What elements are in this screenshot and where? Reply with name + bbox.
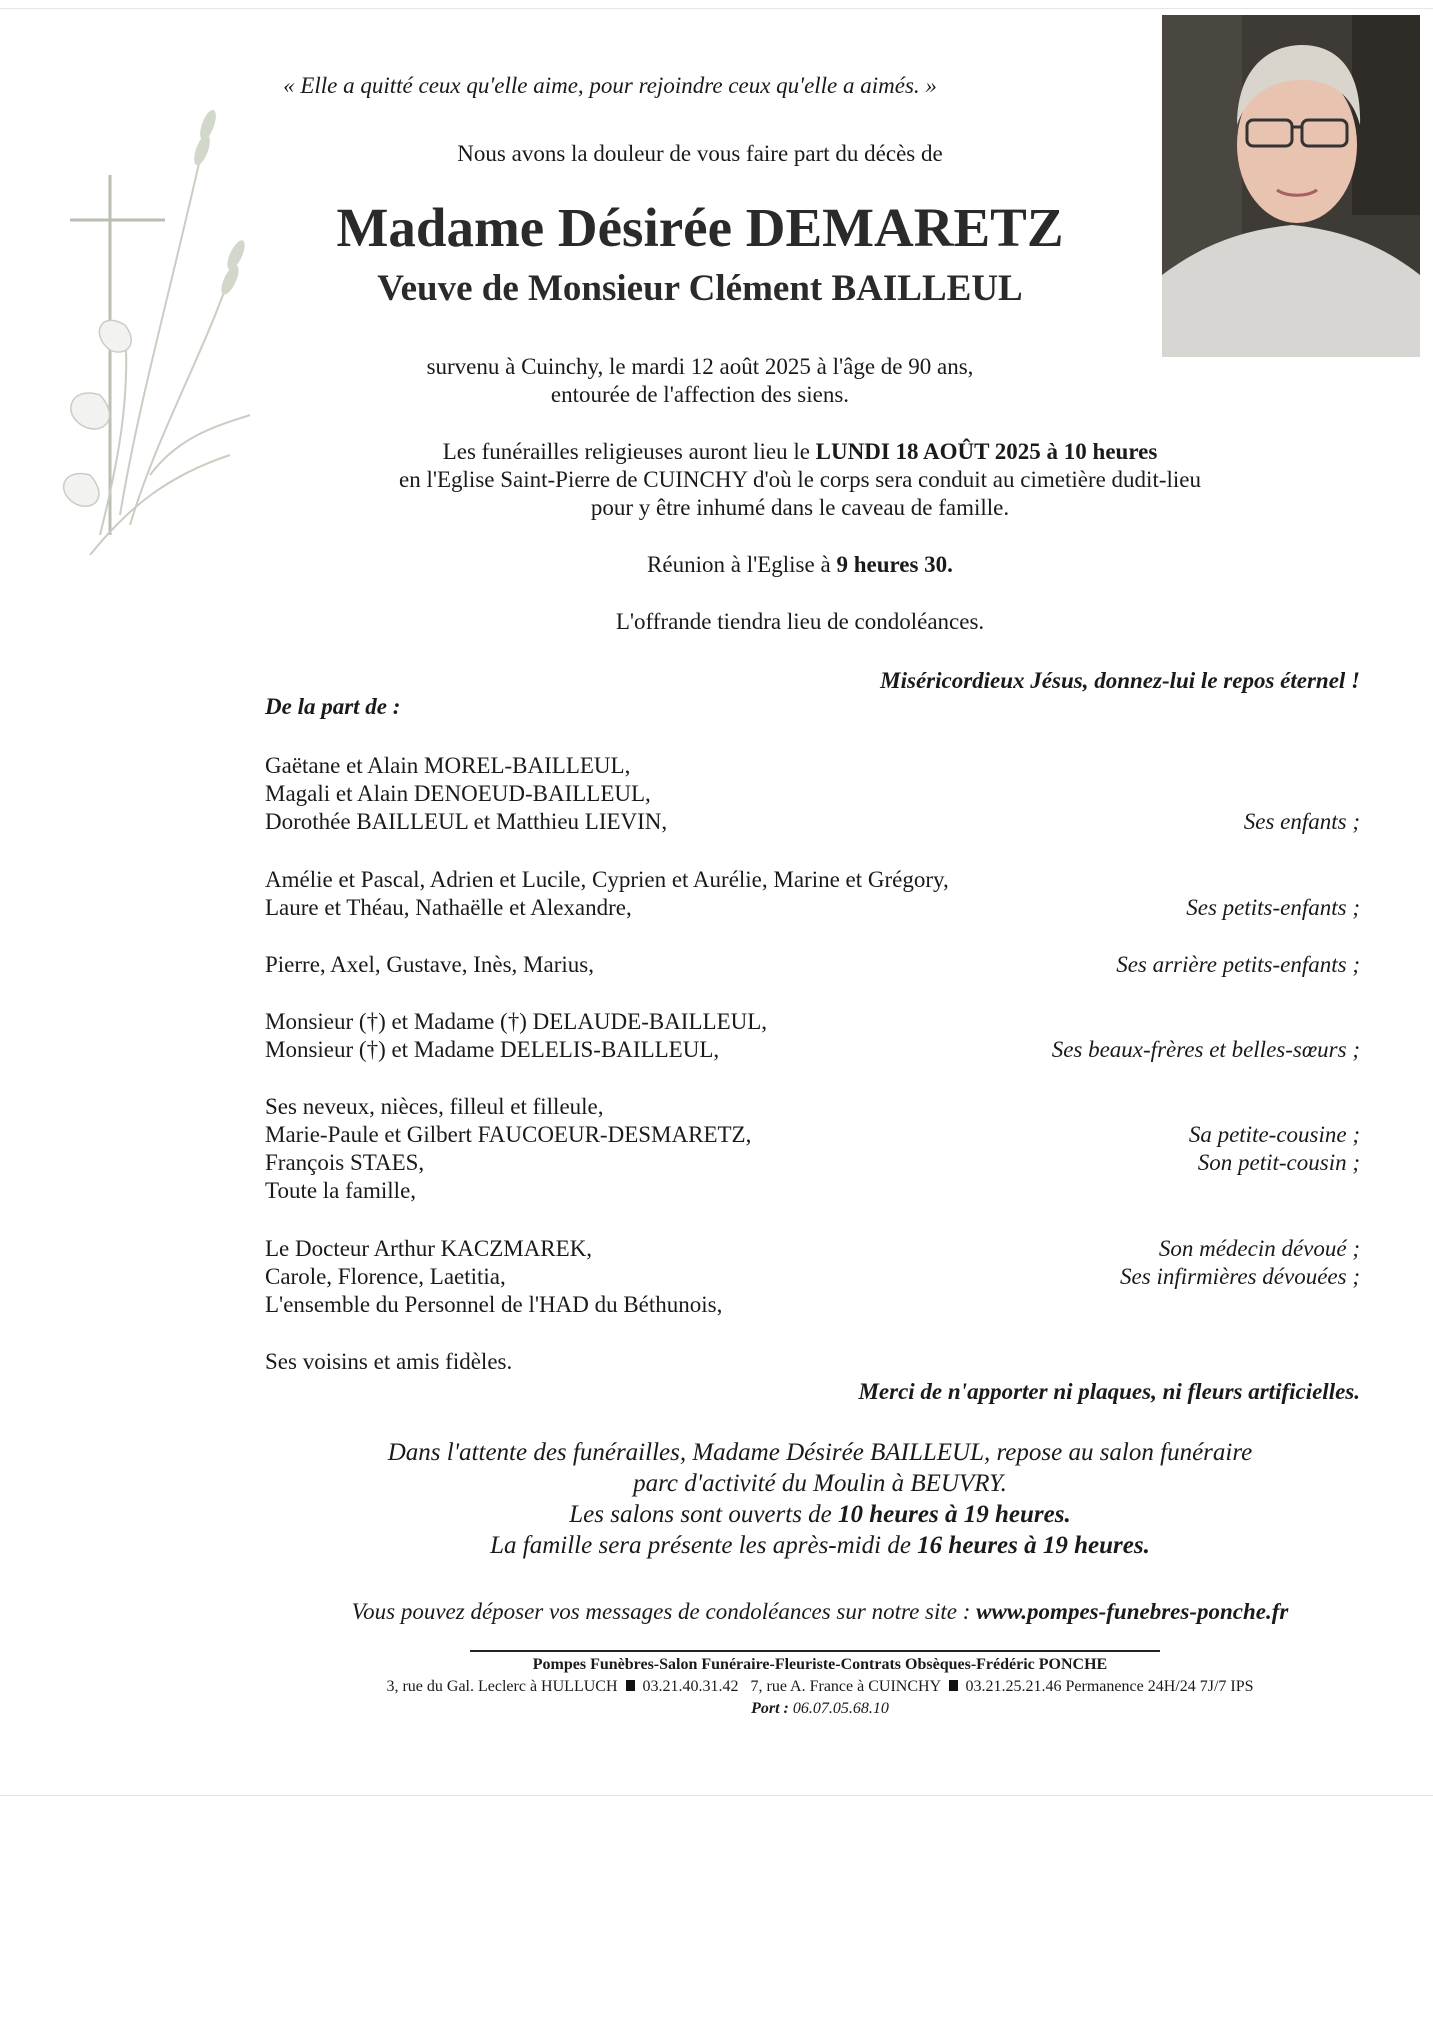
salon-info — [250, 1437, 1390, 1561]
family-group-extended — [265, 1093, 1360, 1205]
family-name-line: Amélie et Pascal, Adrien et Lucile, Cyprien et Aurélie, Marine et Grégory, — [265, 867, 949, 892]
family-group-neighbours — [265, 1348, 1360, 1376]
salon-line-1: Dans l'attente des funérailles, Madame Désirée BAILLEUL, repose au salon funéraire — [387, 1439, 1253, 1466]
family-name-line: Dorothée BAILLEUL et Matthieu LIEVIN, — [265, 809, 668, 834]
family-name-line: Carole, Florence, Laetitia, — [265, 1264, 506, 1289]
reunion-line — [250, 551, 1350, 579]
family-group-in-laws — [265, 1008, 1360, 1064]
footer-address-hulluch: 3, rue du Gal. Leclerc à HULLUCH — [386, 1678, 618, 1695]
family-name-line: Toute la famille, — [265, 1178, 417, 1203]
family-presence-hours: 16 heures à 19 heures. — [917, 1532, 1150, 1559]
family-name-line: Laure et Théau, Nathaëlle et Alexandre, — [265, 895, 632, 920]
funeral-line-3: pour y être inhumé dans le caveau de famille. — [590, 495, 1010, 520]
phone-icon — [626, 1680, 635, 1691]
relation-label: Ses arrière petits-enfants ; — [1116, 952, 1360, 977]
family-group-grandchildren — [265, 866, 1360, 922]
family-name-line: Ses neveux, nièces, filleul et filleule, — [265, 1094, 604, 1119]
deceased-name: Madame Désirée DEMARETZ — [336, 197, 1064, 258]
relation-label: Son petit-cousin ; — [1197, 1150, 1360, 1175]
scan-edge-line — [0, 8, 1433, 9]
website-link[interactable]: www.pompes-funebres-ponche.fr — [976, 1599, 1289, 1624]
website-line — [250, 1598, 1390, 1626]
funeral-line-1-text: Les funérailles religieuses auront lieu le — [442, 439, 816, 464]
no-plaques-note: Merci de n'apporter ni plaques, ni fleurs artificielles. — [858, 1379, 1360, 1404]
family-name-line: François STAES, — [265, 1150, 425, 1175]
family-name-line: Pierre, Axel, Gustave, Inès, Marius, — [265, 952, 594, 977]
website-text: Vous pouvez déposer vos messages de condoléances sur notre site : — [351, 1599, 977, 1624]
footer-phone-hulluch: 03.21.40.31.42 — [642, 1678, 739, 1695]
reunion-time: 9 heures 30. — [836, 552, 953, 577]
offrande-line: L'offrande tiendra lieu de condoléances. — [615, 609, 985, 634]
footer-phone-cuinchy: 03.21.25.21.46 Permanence 24H/24 7J/7 IPS — [965, 1678, 1254, 1695]
relation-label: Ses enfants ; — [1243, 809, 1360, 834]
salon-hours: 10 heures à 19 heures. — [838, 1501, 1071, 1528]
relation-label: Ses petits-enfants ; — [1186, 895, 1360, 920]
prayer-line: Miséricordieux Jésus, donnez-lui le repos éternel ! — [880, 668, 1360, 693]
funeral-line-2: en l'Eglise Saint-Pierre de CUINCHY d'où le corps sera conduit au cimetière dudit-lieu — [399, 467, 1201, 492]
phone-icon — [949, 1680, 958, 1691]
footer-port-label: Port : — [751, 1700, 789, 1717]
funeral-info — [250, 438, 1350, 522]
death-line-1: survenu à Cuinchy, le mardi 12 août 2025 à l'âge de 90 ans, — [426, 354, 974, 379]
family-name-line: Le Docteur Arthur KACZMAREK, — [265, 1236, 593, 1261]
portrait-photo — [1162, 15, 1420, 357]
relation-label: Son médecin dévoué ; — [1158, 1236, 1360, 1261]
footer-rule — [470, 1650, 1160, 1652]
from-label: De la part de : — [265, 694, 401, 719]
opening-quote: « Elle a quitté ceux qu'elle aime, pour rejoindre ceux qu'elle a aimés. » — [283, 73, 937, 98]
relation-label: Ses beaux-frères et belles-sœurs ; — [1051, 1037, 1360, 1062]
footer-mobile — [250, 1699, 1390, 1719]
family-name-line: Monsieur (†) et Madame (†) DELAUDE-BAILLEUL, — [265, 1009, 768, 1034]
funeral-date: LUNDI 18 AOÛT 2025 à 10 heures — [815, 439, 1158, 464]
salon-line-3-text: Les salons sont ouverts de — [569, 1501, 839, 1528]
family-name-line: Gaëtane et Alain MOREL-BAILLEUL, — [265, 753, 631, 778]
relation-label: Sa petite-cousine ; — [1188, 1122, 1360, 1147]
widow-of-line: Veuve de Monsieur Clément BAILLEUL — [377, 268, 1023, 309]
family-name-line: Marie-Paule et Gilbert FAUCOEUR-DESMARETZ, — [265, 1122, 752, 1147]
death-line-2: entourée de l'affection des siens. — [550, 382, 850, 407]
footer-company: Pompes Funèbres-Salon Funéraire-Fleuriste-Contrats Obsèques-Frédéric PONCHE — [532, 1656, 1108, 1673]
family-group-medical — [265, 1235, 1360, 1319]
salon-line-4 — [250, 1530, 1390, 1561]
death-info — [250, 353, 1150, 409]
intro-line: Nous avons la douleur de vous faire part du décès de — [457, 141, 943, 166]
family-name-line: Monsieur (†) et Madame DELELIS-BAILLEUL, — [265, 1037, 720, 1062]
family-name-line: L'ensemble du Personnel de l'HAD du Béthunois, — [265, 1292, 723, 1317]
family-name-line: Magali et Alain DENOEUD-BAILLEUL, — [265, 781, 651, 806]
family-name-line: Ses voisins et amis fidèles. — [265, 1349, 513, 1374]
footer-address-cuinchy: 7, rue A. France à CUINCHY — [750, 1678, 941, 1695]
reunion-text: Réunion à l'Eglise à — [647, 552, 837, 577]
salon-line-4-text: La famille sera présente les après-midi de — [490, 1532, 918, 1559]
funeral-line-1 — [250, 438, 1350, 466]
relation-label: Ses infirmières dévouées ; — [1120, 1264, 1360, 1289]
footer-addresses — [240, 1677, 1400, 1697]
family-group-children — [265, 752, 1360, 836]
scan-edge-line — [0, 1795, 1433, 1796]
salon-line-2: parc d'activité du Moulin à BEUVRY. — [633, 1470, 1007, 1497]
family-group-great-grandchildren — [265, 951, 1360, 979]
cross-lily-illustration — [30, 95, 260, 555]
footer-port-number: 06.07.05.68.10 — [792, 1700, 889, 1717]
salon-line-3 — [250, 1499, 1390, 1530]
